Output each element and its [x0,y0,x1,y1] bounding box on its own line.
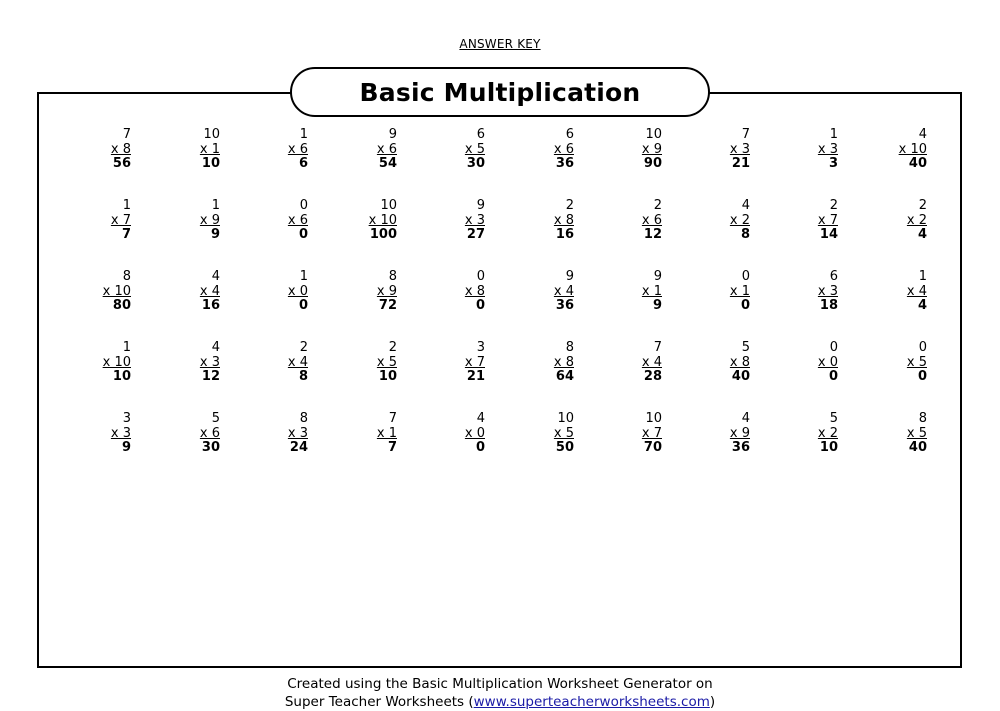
multiplication-problem [71,199,131,243]
problem-top-number: 0 [829,340,838,355]
problem-top-number: 4 [211,340,220,355]
multiplication-problem [778,128,838,172]
multiplication-problem [248,128,308,172]
problem-multiplier: x 3 [817,141,838,157]
multiplication-problem [425,412,485,456]
problem-multiplier: x 6 [376,141,397,157]
multiplication-problem [778,270,838,314]
problem-multiplier: x 4 [641,354,662,370]
problem-multiplier: x 7 [817,212,838,228]
problem-multiplier: x 8 [464,283,485,299]
problem-top-number: 6 [476,127,485,142]
problem-top-number: 9 [388,127,397,142]
multiplication-problem [248,341,308,385]
problem-top-number: 1 [829,127,838,142]
problem-answer: 14 [819,227,838,242]
problem-top-number: 7 [388,411,397,426]
multiplication-problem [248,412,308,456]
problem-answer: 16 [555,227,574,242]
problem-answer: 72 [378,298,397,313]
problem-multiplier: x 6 [641,212,662,228]
problem-answer: 70 [643,440,662,455]
multiplication-problem [778,341,838,385]
multiplication-problem [71,341,131,385]
multiplication-problem [514,412,574,456]
problem-answer: 9 [652,298,662,313]
problem-top-number: 2 [653,198,662,213]
problem-answer: 21 [466,369,485,384]
problem-multiplier: x 6 [553,141,574,157]
problem-top-number: 4 [918,127,927,142]
problem-top-number: 5 [211,411,220,426]
multiplication-problem [160,341,220,385]
problem-multiplier: x 7 [464,354,485,370]
problem-answer: 8 [740,227,750,242]
multiplication-problem [867,199,927,243]
problem-multiplier: x 10 [102,354,131,370]
problem-row [0,128,1000,188]
problem-answer: 4 [917,227,927,242]
problem-multiplier: x 9 [199,212,220,228]
multiplication-problem [337,270,397,314]
problem-answer: 56 [112,156,131,171]
problem-top-number: 9 [653,269,662,284]
problem-top-number: 3 [122,411,131,426]
multiplication-problem [514,199,574,243]
multiplication-problem [160,412,220,456]
multiplication-problem [425,199,485,243]
problem-top-number: 0 [476,269,485,284]
problem-top-number: 9 [565,269,574,284]
multiplication-problem [514,270,574,314]
multiplication-problem [248,199,308,243]
problem-top-number: 4 [476,411,485,426]
problem-multiplier: x 2 [817,425,838,441]
problem-answer: 40 [908,440,927,455]
footer-line-2-prefix: Super Teacher Worksheets ( [284,694,474,710]
problem-multiplier: x 1 [641,283,662,299]
multiplication-problem [602,412,662,456]
problem-multiplier: x 9 [729,425,750,441]
problem-top-number: 10 [380,198,397,213]
problem-multiplier: x 4 [553,283,574,299]
problem-multiplier: x 2 [906,212,927,228]
problem-answer: 7 [121,227,131,242]
problem-multiplier: x 0 [464,425,485,441]
problem-multiplier: x 8 [110,141,131,157]
problem-top-number: 6 [565,127,574,142]
problem-multiplier: x 6 [199,425,220,441]
problem-top-number: 0 [741,269,750,284]
problem-answer: 0 [475,298,485,313]
problem-answer: 8 [298,369,308,384]
multiplication-problem [425,128,485,172]
problem-multiplier: x 5 [464,141,485,157]
answer-key-label: ANSWER KEY [459,37,541,51]
problem-row [0,412,1000,472]
multiplication-problem [602,270,662,314]
multiplication-problem [337,128,397,172]
multiplication-problem [71,128,131,172]
problem-top-number: 5 [829,411,838,426]
problem-top-number: 8 [388,269,397,284]
problem-multiplier: x 6 [287,212,308,228]
multiplication-problem [867,128,927,172]
multiplication-problem [690,128,750,172]
problem-answer: 36 [555,298,574,313]
problem-top-number: 1 [122,198,131,213]
problem-answer: 10 [378,369,397,384]
problem-top-number: 1 [122,340,131,355]
problem-top-number: 6 [829,269,838,284]
problem-answer: 24 [289,440,308,455]
problem-top-number: 9 [476,198,485,213]
problem-top-number: 10 [203,127,220,142]
problem-multiplier: x 9 [641,141,662,157]
website-link[interactable]: www.superteacherworksheets.com [473,694,710,710]
problem-answer: 80 [112,298,131,313]
problem-top-number: 1 [211,198,220,213]
problem-multiplier: x 1 [729,283,750,299]
problem-multiplier: x 4 [287,354,308,370]
multiplication-problem [867,341,927,385]
multiplication-problem [690,199,750,243]
problem-answer: 10 [112,369,131,384]
problem-multiplier: x 7 [110,212,131,228]
problem-answer: 7 [387,440,397,455]
problem-multiplier: x 3 [110,425,131,441]
problem-top-number: 4 [211,269,220,284]
multiplication-problem [778,199,838,243]
problem-answer: 50 [555,440,574,455]
problem-answer: 0 [298,227,308,242]
footer-line-2-suffix: ) [709,694,716,710]
problem-multiplier: x 0 [287,283,308,299]
footer [0,675,1000,711]
problem-multiplier: x 8 [729,354,750,370]
problem-multiplier: x 6 [287,141,308,157]
worksheet-title [290,67,710,117]
multiplication-problem [425,341,485,385]
problem-answer: 0 [917,369,927,384]
problem-top-number: 0 [918,340,927,355]
problem-answer: 3 [828,156,838,171]
problem-multiplier: x 10 [368,212,397,228]
problem-answer: 0 [740,298,750,313]
problem-top-number: 4 [741,411,750,426]
multiplication-problem [337,199,397,243]
multiplication-problem [514,341,574,385]
footer-line-2 [0,693,1000,711]
multiplication-problem [867,270,927,314]
problem-answer: 36 [731,440,750,455]
multiplication-problem [778,412,838,456]
problem-top-number: 8 [918,411,927,426]
problem-answer: 16 [201,298,220,313]
multiplication-problem [602,341,662,385]
problem-multiplier: x 3 [464,212,485,228]
problem-top-number: 10 [645,411,662,426]
problem-top-number: 2 [565,198,574,213]
problem-multiplier: x 10 [102,283,131,299]
problem-row [0,199,1000,259]
problem-top-number: 10 [645,127,662,142]
problem-answer: 10 [819,440,838,455]
multiplication-problem [248,270,308,314]
problem-multiplier: x 10 [898,141,927,157]
problem-answer: 12 [201,369,220,384]
problem-top-number: 2 [299,340,308,355]
problem-multiplier: x 3 [817,283,838,299]
multiplication-problem [602,199,662,243]
worksheet-title-text: Basic Multiplication [359,77,641,107]
problem-top-number: 0 [299,198,308,213]
problem-multiplier: x 3 [729,141,750,157]
problem-top-number: 2 [918,198,927,213]
footer-line-1: Created using the Basic Multiplication Worksheet Generator on [287,676,713,692]
problem-multiplier: x 5 [553,425,574,441]
multiplication-problem [690,412,750,456]
problem-top-number: 8 [565,340,574,355]
problem-multiplier: x 1 [199,141,220,157]
problem-multiplier: x 5 [376,354,397,370]
problem-top-number: 4 [741,198,750,213]
problem-top-number: 8 [299,411,308,426]
problem-answer: 36 [555,156,574,171]
problem-top-number: 2 [388,340,397,355]
problem-answer: 40 [908,156,927,171]
problem-answer: 4 [917,298,927,313]
problem-top-number: 5 [741,340,750,355]
multiplication-problem [690,270,750,314]
problem-answer: 0 [828,369,838,384]
multiplication-problem [602,128,662,172]
problem-top-number: 8 [122,269,131,284]
problem-multiplier: x 4 [906,283,927,299]
problem-answer: 0 [475,440,485,455]
problem-answer: 64 [555,369,574,384]
problem-top-number: 10 [557,411,574,426]
multiplication-problem [71,412,131,456]
problem-multiplier: x 5 [906,425,927,441]
problem-answer: 30 [466,156,485,171]
problem-answer: 54 [378,156,397,171]
problem-top-number: 1 [299,127,308,142]
multiplication-problem [71,270,131,314]
problem-multiplier: x 3 [199,354,220,370]
problem-multiplier: x 9 [376,283,397,299]
multiplication-problem [160,128,220,172]
problem-multiplier: x 1 [376,425,397,441]
problem-multiplier: x 8 [553,354,574,370]
problem-multiplier: x 4 [199,283,220,299]
problem-top-number: 1 [918,269,927,284]
problem-answer: 18 [819,298,838,313]
problem-multiplier: x 2 [729,212,750,228]
problem-answer: 27 [466,227,485,242]
problem-answer: 9 [210,227,220,242]
problem-answer: 6 [298,156,308,171]
multiplication-problem [690,341,750,385]
problem-top-number: 7 [653,340,662,355]
problem-answer: 12 [643,227,662,242]
multiplication-problem [160,270,220,314]
problem-multiplier: x 7 [641,425,662,441]
problem-top-number: 3 [476,340,485,355]
problem-top-number: 7 [741,127,750,142]
problem-answer: 21 [731,156,750,171]
problem-answer: 0 [298,298,308,313]
problem-answer: 40 [731,369,750,384]
problem-answer: 100 [369,227,397,242]
problem-answer: 28 [643,369,662,384]
problem-answer: 30 [201,440,220,455]
problem-multiplier: x 3 [287,425,308,441]
multiplication-problem [160,199,220,243]
problem-top-number: 7 [122,127,131,142]
problem-answer: 10 [201,156,220,171]
problem-multiplier: x 0 [817,354,838,370]
multiplication-problem [337,412,397,456]
problem-top-number: 1 [299,269,308,284]
multiplication-problem [867,412,927,456]
problem-answer: 9 [121,440,131,455]
problem-row [0,270,1000,330]
problem-row [0,341,1000,401]
multiplication-problem [425,270,485,314]
problem-answer: 90 [643,156,662,171]
problem-top-number: 2 [829,198,838,213]
problem-multiplier: x 5 [906,354,927,370]
multiplication-problem [337,341,397,385]
problem-multiplier: x 8 [553,212,574,228]
multiplication-problem [514,128,574,172]
